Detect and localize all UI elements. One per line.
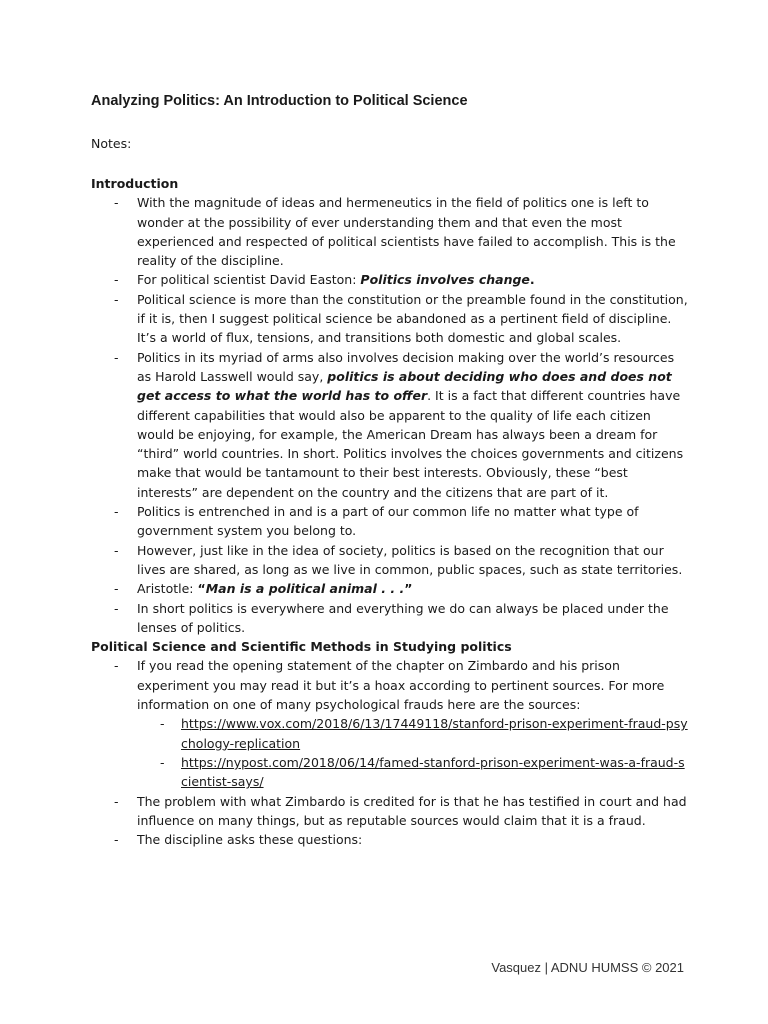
list-item <box>181 753 691 792</box>
source-links-list <box>137 714 691 791</box>
emphasis-text: Politics involves change <box>360 272 530 288</box>
section-heading-methods: Political Science and Scientific Methods in Studying politics <box>91 639 512 655</box>
list-item: - The discipline asks these questions: <box>137 830 691 849</box>
list-item: - Aristotle: “Man is a political animal . . .” <box>137 579 691 598</box>
emphasis-text: Man is a political animal . . . <box>205 581 405 597</box>
list-item: - However, just like in the idea of society, politics is based on the recognition that our lives are shared, as long as we live in common, public spaces, such as state territories. <box>137 541 691 580</box>
list-item: - The problem with what Zimbardo is credited for is that he has testified in court and had influence on many things, but as reputable sources would claim that it is a fraud. <box>137 792 691 831</box>
page-footer: Vasquez | ADNU HUMSS © 2021 <box>491 960 684 975</box>
introduction-list <box>91 193 691 637</box>
list-item: - For political scientist David Easton: Politics involves change. <box>137 270 691 289</box>
list-item: - Politics is entrenched in and is a part of our common life no matter what type of government system you belong to. <box>137 502 691 541</box>
source-link-nypost[interactable]: https://nypost.com/2018/06/14/famed-stanford-prison-experiment-was-a-fraud-scientist-says/ <box>181 754 685 790</box>
notes-label: Notes: <box>91 136 132 151</box>
emphasis-text: politics is about deciding who does and does not get access to what the world has to offer <box>137 368 672 404</box>
list-item: - Political science is more than the constitution or the preamble found in the constitution, if it is, then I suggest political science be abandoned as a pertinent field of discipline. It’s a world of flux, tensions, and transitions both domestic and global scales. <box>137 290 691 348</box>
section-heading-introduction: Introduction <box>91 176 179 191</box>
list-item: - With the magnitude of ideas and hermeneutics in the field of politics one is left to wonder at the possibility of ever understanding them and that even the most experienced and respected of political scientists have failed to accomplish. This is the reality of the discipline. <box>137 193 691 270</box>
notes-content <box>91 174 691 849</box>
list-item: - Politics in its myriad of arms also involves decision making over the world’s resources as Harold Lasswell would say, politics is about deciding who does and does not get access to what the world has to offer. It is a fact that different countries have different capabilities that would also be apparent to the quality of life each citizen would be enjoying, for example, the American Dream has always been a dream for “third” world countries. In short. Politics involves the choices governments and citizens make that would be tantamount to their best interests. Obviously, these “best interests” are dependent on the country and the citizens that are part of it. <box>137 348 691 502</box>
list-item: - If you read the opening statement of the chapter on Zimbardo and his prison experiment you may read it but it’s a hoax according to pertinent sources. For more information on one of many psychological frauds here are the sources: - https://www.vox.com/2018/6/13/17449118/stanford-prison-experiment-fraud-psychology-replication - https://nypost.com/2018/06/14/famed-stanford-prison-experiment-was-a-fraud-scientist-says/ <box>137 656 691 791</box>
methods-list <box>91 656 691 849</box>
document-title: Analyzing Politics: An Introduction to Political Science <box>91 93 468 109</box>
source-link-vox[interactable]: https://www.vox.com/2018/6/13/17449118/stanford-prison-experiment-fraud-psychology-replication <box>181 716 688 751</box>
list-item <box>181 714 691 753</box>
list-item: - In short politics is everywhere and everything we do can always be placed under the lenses of politics. <box>137 599 691 638</box>
